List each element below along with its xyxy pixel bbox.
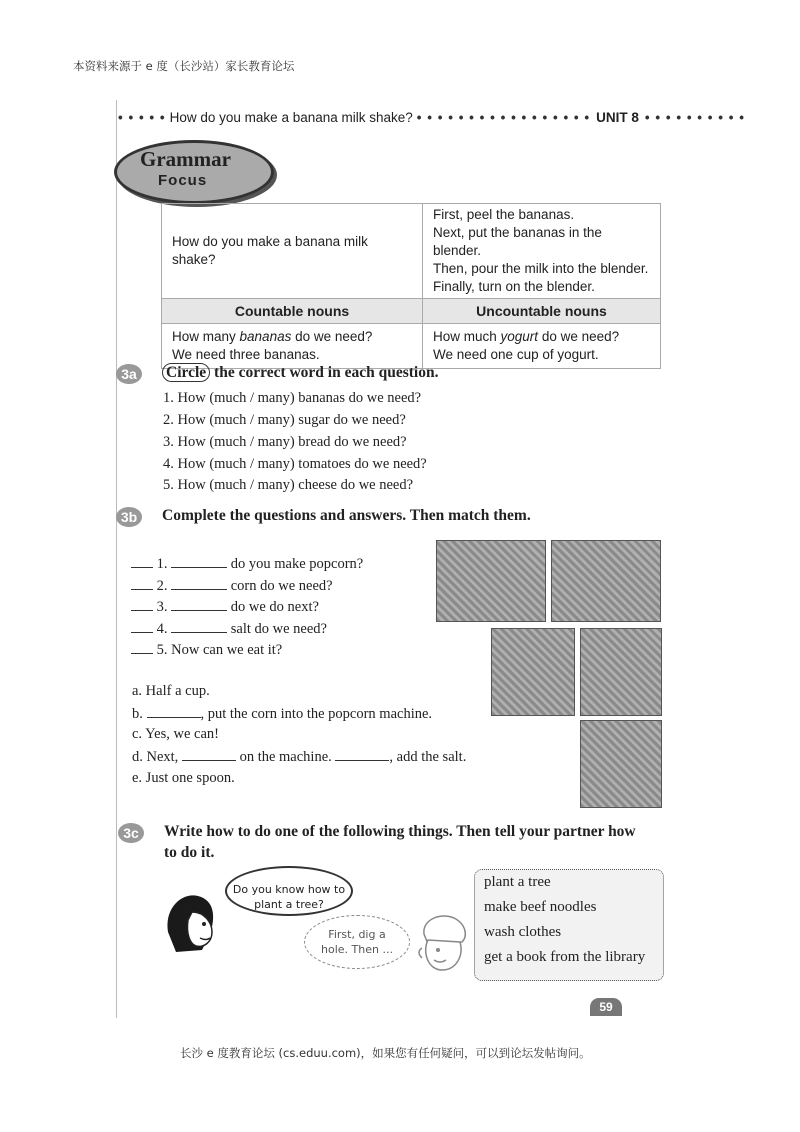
- countable-answer: We need three bananas.: [172, 347, 320, 362]
- exercise-3b-question-2: 2. corn do we need?: [131, 577, 333, 595]
- speech-bubble-answer: First, dig a hole. Then ...: [304, 915, 410, 969]
- match-blank[interactable]: [131, 641, 153, 654]
- exercise-3a-item-1: 1. How (much / many) bananas do we need?: [163, 390, 422, 406]
- step-line: Next, put the bananas in the blender.: [433, 225, 602, 258]
- exercise-3c-instruction-line1: Write how to do one of the following things. Then tell your partner how: [164, 823, 636, 840]
- popcorn-illustration-2: [551, 540, 661, 622]
- exercise-3b-instruction: Complete the questions and answers. Then match them.: [162, 507, 531, 524]
- grammar-table: [161, 203, 661, 369]
- exercise-3a-instruction: Circle the correct word in each question.: [162, 364, 438, 382]
- activity-option: get a book from the library: [484, 949, 646, 965]
- fill-blank[interactable]: [171, 555, 227, 568]
- popcorn-illustration-3: [491, 628, 575, 716]
- countable-header: Countable nouns: [162, 299, 423, 324]
- uncountable-header: Uncountable nouns: [423, 299, 661, 324]
- popcorn-illustration-1: [436, 540, 546, 622]
- exercise-3b-answer-b: b. , put the corn into the popcorn machine.: [132, 706, 433, 722]
- grammar-focus-subtitle: Focus: [158, 172, 208, 189]
- match-blank[interactable]: [131, 598, 153, 611]
- exercise-3a-item-2: 2. How (much / many) sugar do we need?: [163, 412, 406, 428]
- exercise-3a-item-4: 4. How (much / many) tomatoes do we need?: [163, 456, 427, 472]
- activity-option: plant a tree: [484, 874, 551, 890]
- exercise-3b-answer-d: d. Next, on the machine. , add the salt.: [132, 749, 467, 765]
- exercise-3b-question-1: 1. do you make popcorn?: [131, 555, 363, 573]
- page-number: 59: [590, 998, 622, 1016]
- source-note-top: 本资料来源于 e 度（长沙站）家长教育论坛: [73, 59, 295, 73]
- popcorn-illustration-4: [580, 628, 662, 716]
- speech-bubble-question: Do you know how to plant a tree?: [225, 866, 353, 916]
- fill-blank[interactable]: [171, 598, 227, 611]
- exercise-3b-question-5: 5. Now can we eat it?: [131, 641, 282, 659]
- countable-example-cell: [162, 324, 423, 369]
- girl-character-illustration: [162, 890, 230, 958]
- exercise-3c-instruction-line2: to do it.: [164, 844, 215, 861]
- unit-label: UNIT 8: [596, 109, 639, 125]
- match-blank[interactable]: [131, 620, 153, 633]
- fill-blank[interactable]: [171, 620, 227, 633]
- exercise-3b-question-4: 4. salt do we need?: [131, 620, 327, 638]
- step-line: Finally, turn on the blender.: [433, 279, 595, 294]
- fill-blank[interactable]: [335, 748, 389, 761]
- grammar-focus-title: Grammar: [140, 147, 231, 171]
- grammar-steps-cell: [423, 204, 661, 299]
- running-header: • • • • • How do you make a banana milk shake? • • • • • • • • • • • • • • • • • UNIT 8 • • • • • • • • • •: [118, 109, 745, 125]
- boy-character-illustration: [414, 912, 472, 980]
- step-line: Then, pour the milk into the blender.: [433, 261, 649, 276]
- exercise-3b-question-3: 3. do we do next?: [131, 598, 319, 616]
- exercise-3c-badge: 3c: [118, 823, 144, 843]
- countable-question: How many bananas do we need?: [172, 329, 373, 344]
- activity-options-box: [474, 869, 664, 981]
- grammar-question-cell: How do you make a banana milk shake?: [162, 204, 423, 299]
- exercise-3a-item-3: 3. How (much / many) bread do we need?: [163, 434, 407, 450]
- step-line: First, peel the bananas.: [433, 207, 575, 222]
- exercise-3b-badge: 3b: [116, 507, 142, 527]
- fill-blank[interactable]: [147, 705, 201, 718]
- fill-blank[interactable]: [182, 748, 236, 761]
- match-blank[interactable]: [131, 577, 153, 590]
- exercise-3b-answer-a: a. Half a cup.: [132, 683, 210, 699]
- header-question: How do you make a banana milk shake?: [169, 109, 413, 125]
- activity-option: make beef noodles: [484, 899, 597, 915]
- uncountable-example-cell: [423, 324, 661, 369]
- exercise-3a-badge: 3a: [116, 364, 142, 384]
- uncountable-answer: We need one cup of yogurt.: [433, 347, 599, 362]
- popcorn-illustration-5: [580, 720, 662, 808]
- fill-blank[interactable]: [171, 577, 227, 590]
- exercise-3b-answer-c: c. Yes, we can!: [132, 726, 219, 742]
- exercise-3a-item-5: 5. How (much / many) cheese do we need?: [163, 477, 414, 493]
- source-note-bottom: 长沙 e 度教育论坛 (cs.eduu.com)，如果您有任何疑问，可以到论坛发帖询问。: [180, 1046, 591, 1060]
- exercise-3b-answer-e: e. Just one spoon.: [132, 770, 235, 786]
- uncountable-question: How much yogurt do we need?: [433, 329, 620, 344]
- match-blank[interactable]: [131, 555, 153, 568]
- activity-option: wash clothes: [484, 924, 562, 940]
